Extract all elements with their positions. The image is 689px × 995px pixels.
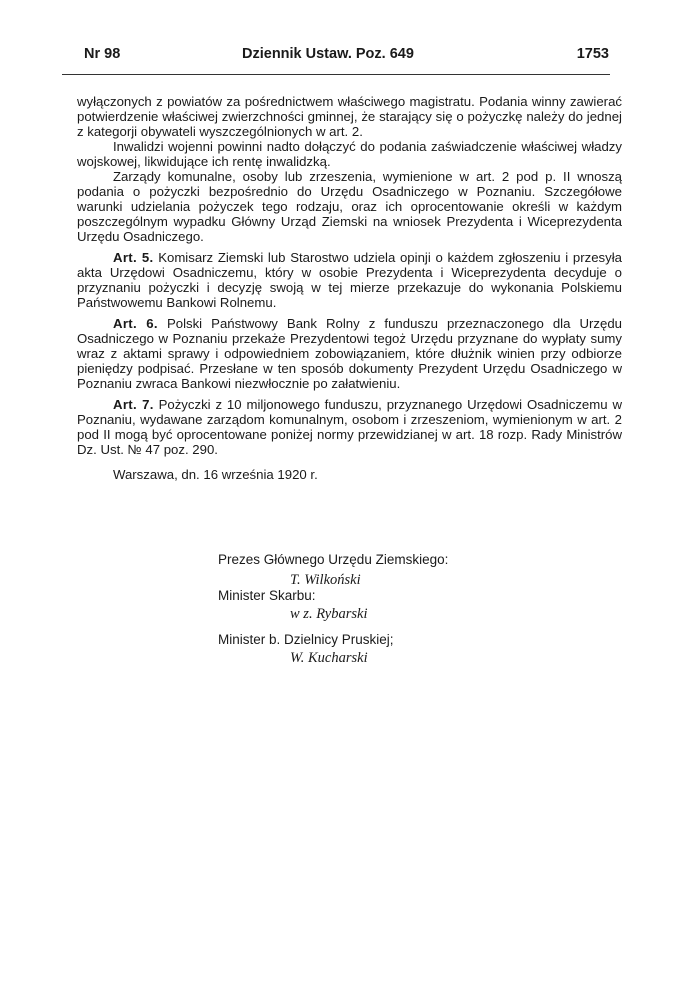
article-6: Art. 6. Polski Państwowy Bank Rolny z funduszu przeznaczonego dla Urzędu Osadniczego w Poznaniu przekaże Prezydentowi tegoż Urzędu przyznane do wypłaty sumy wraz z aktami sprawy i odpowiedniem zobowiązaniem, które dłużnik winien przy odbiorze pieniędzy podpisać. Przesłane w ten sposób dokumenty Prezydent Urzędu Osadniczego w Poznaniu zwraca Bankowi niezwłocznie po załatwieniu. [77, 316, 622, 391]
article-label: Art. 5. [113, 250, 154, 265]
signature-role: Minister b. Dzielnicy Pruskiej; [218, 632, 394, 647]
paragraph-municipal: Zarządy komunalne, osoby lub zrzeszenia, wymienione w art. 2 pod p. II wnoszą podania o pożyczki bezpośrednio do Urzędu Osadniczego w Poznaniu. Szczegółowe warunki udzielania pożyczek tego rodzaju, oraz ich oprocentowanie określi w każdym poszczególnym wypadku Główny Urząd Ziemski na wniosek Prezydenta i Wiceprezydenta Urzędu Osadniczego. [77, 169, 622, 244]
signature-name: W. Kucharski [290, 650, 368, 666]
document-body [77, 94, 622, 482]
article-label: Art. 6. [113, 316, 158, 331]
signature-name: T. Wilkoński [290, 572, 361, 588]
article-7: Art. 7. Pożyczki z 10 miljonowego funduszu, przyznanego Urzędowi Osadniczemu w Poznaniu, wydawane zarządom komunalnym, osobom i zrzeszeniom, wymienionym w art. 2 pod II mogą być oprocentowane poniżej normy przewidzianej w art. 18 rozp. Rady Ministrów Dz. Ust. № 47 poz. 290. [77, 397, 622, 457]
article-label: Art. 7. [113, 397, 154, 412]
issue-number: Nr 98 [84, 46, 121, 62]
paragraph-continuation: wyłączonych z powiatów za pośrednictwem właściwego magistratu. Podania winny zawierać potwierdzenie właściwej zwierzchności gminnej, że starający się o pożyczkę należy do jednej z kategorji obywateli wyszczególnionych w art. 2. [77, 94, 622, 139]
signature-role: Minister Skarbu: [218, 588, 316, 603]
article-5: Art. 5. Komisarz Ziemski lub Starostwo udziela opinji o każdem zgłoszeniu i przesyła akta Urzędowi Osadniczemu, który w osobie Prezydenta i Wiceprezydenta decyduje o przyznaniu pożyczki i decyzję swoją w tej mierze przekazuje do wykonania Polskiemu Państwowemu Bankowi Rolnemu. [77, 250, 622, 310]
signature-role: Prezes Głównego Urzędu Ziemskiego: [218, 552, 449, 567]
page-header [62, 46, 609, 66]
page-number: 1753 [576, 46, 609, 62]
paragraph-invalids: Inwalidzi wojenni powinni nadto dołączyć do podania zaświadczenie właściwej władzy wojskowej, likwidujące ich rentę inwalidzką. [77, 139, 622, 169]
date-line: Warszawa, dn. 16 września 1920 r. [113, 467, 318, 482]
journal-title: Dziennik Ustaw. Poz. 649 [242, 46, 414, 62]
signature-name: w z. Rybarski [290, 606, 368, 622]
header-rule [62, 74, 610, 75]
